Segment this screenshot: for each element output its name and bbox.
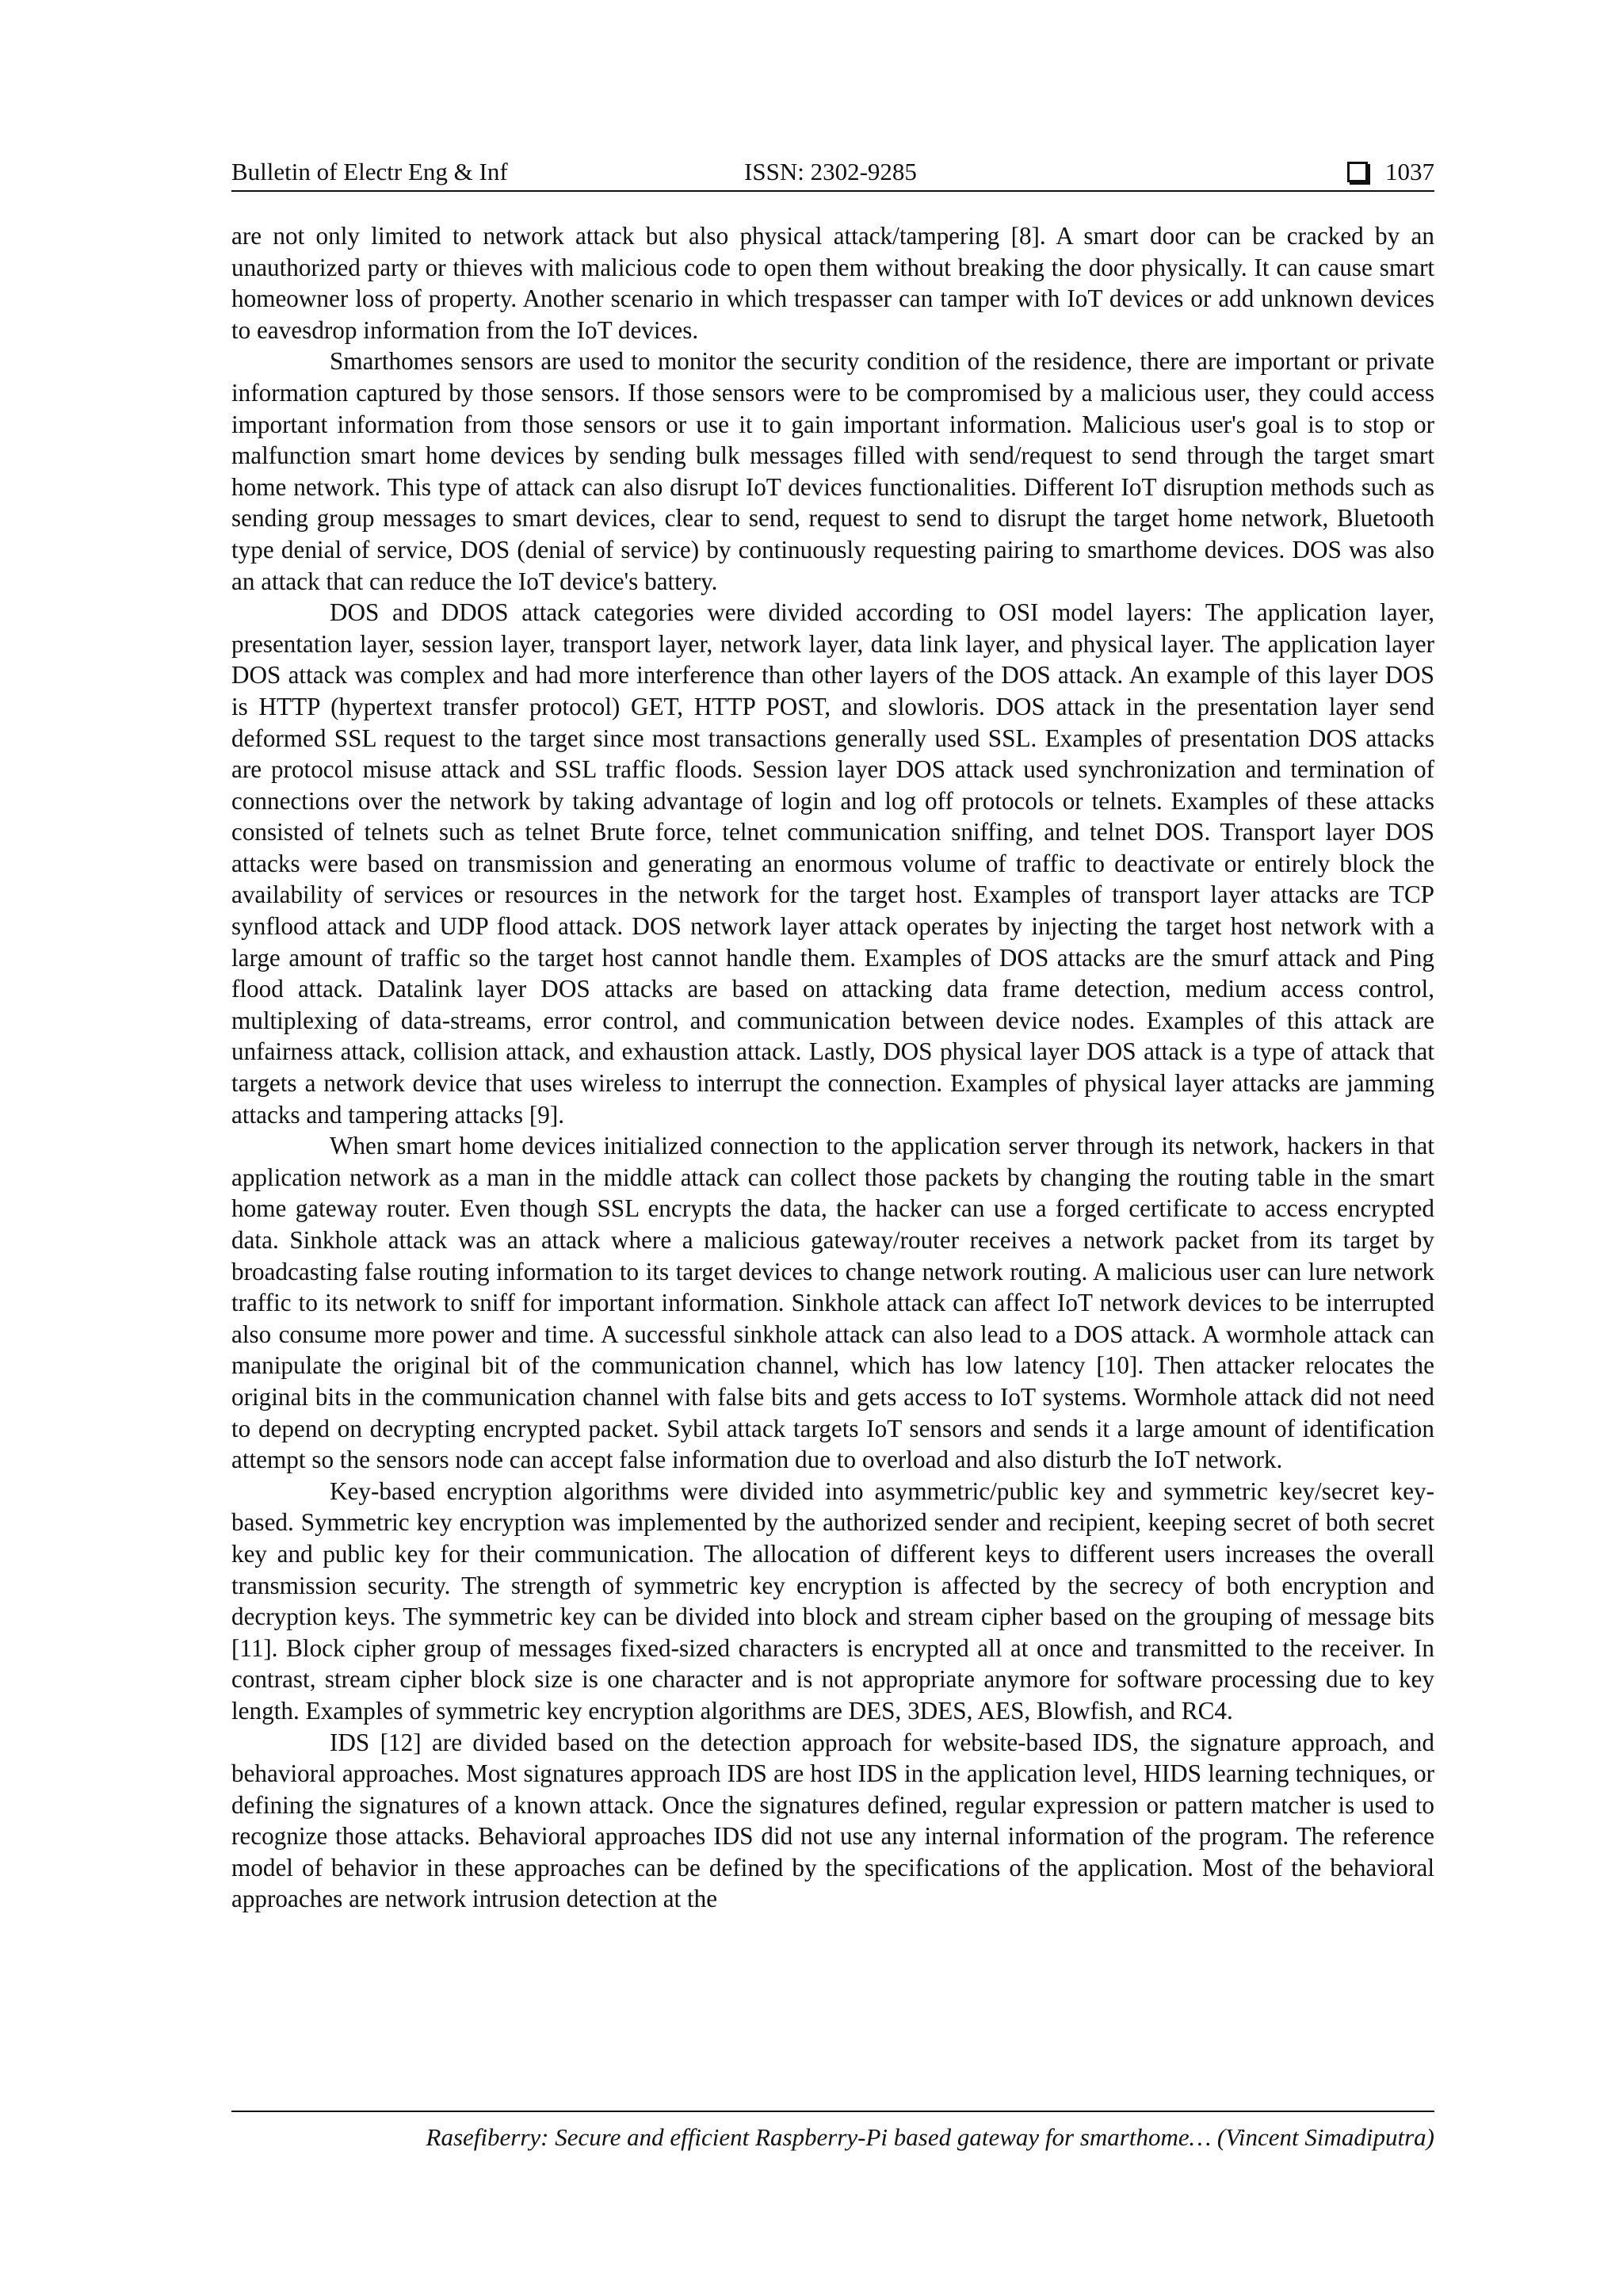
paragraph-5: Key-based encryption algorithms were divided into asymmetric/public key and symmetric key/secret key-based. Symmetric key encryption was implemented by the authorized sender and recipient, keeping secret of both secret key and public key for their communication. The allocation of different keys to different users increases the overall transmission security. The strength of symmetric key encryption is affected by the secrecy of both encryption and decryption keys. The symmetric key can be divided into block and stream cipher based on the grouping of message bits [11]. Block cipher group of messages fixed-sized characters is encrypted all at once and transmitted to the receiver. In contrast, stream cipher block size is one character and is not appropriate anymore for software processing due to key length. Examples of symmetric key encryption algorithms are DES, 3DES, AES, Blowfish, and RC4.	[231, 1477, 1434, 1725]
journal-name: Bulletin of Electr Eng & Inf	[231, 158, 508, 185]
issn-label: ISSN: 2302-9285	[744, 158, 917, 185]
square-bullet-icon	[1347, 162, 1368, 182]
paragraph-6: IDS [12] are divided based on the detection approach for website-based IDS, the signature approach, and behavioral approaches. Most signatures approach IDS are host IDS in the application level, HIDS learning techniques, or defining the signatures of a known attack. Once the signatures defined, regular expression or pattern matcher is used to recognize those attacks. Behavioral approaches IDS did not use any internal information of the program. The reference model of behavior in these approaches can be defined by the specifications of the application. Most of the behavioral approaches are network intrusion detection at the	[231, 1728, 1434, 1913]
page-number: 1037	[1385, 158, 1434, 185]
page-header	[231, 155, 1434, 189]
body-text	[231, 220, 1434, 1915]
running-footer: Rasefiberry: Secure and efficient Raspberry-Pi based gateway for smarthome… (Vincent Simadiputra)	[426, 2123, 1434, 2151]
paragraph-2: Smarthomes sensors are used to monitor the security condition of the residence, there are important or private information captured by those sensors. If those sensors were to be compromised by a malicious user, they could access important information from those sensors or use it to gain important information. Malicious user's goal is to stop or malfunction smart home devices by sending bulk messages filled with send/request to send through the target smart home network. This type of attack can also disrupt IoT devices functionalities. Different IoT disruption methods such as sending group messages to smart devices, clear to send, request to send to disrupt the target home network, Bluetooth type denial of service, DOS (denial of service) by continuously requesting pairing to smarthome devices. DOS was also an attack that can reduce the IoT device's battery.	[231, 347, 1434, 595]
paragraph-4: When smart home devices initialized connection to the application server through its network, hackers in that application network as a man in the middle attack can collect those packets by changing the routing table in the smart home gateway router. Even though SSL encrypts the data, the hacker can use a forged certificate to access encrypted data. Sinkhole attack was an attack where a malicious gateway/router receives a network packet from its target by broadcasting false routing information to its target devices to change network routing. A malicious user can lure network traffic to its network to sniff for important information. Sinkhole attack can affect IoT network devices to be interrupted also consume more power and time. A successful sinkhole attack can also lead to a DOS attack. A wormhole attack can manipulate the original bit of the communication channel, which has low latency [10]. Then attacker relocates the original bits in the communication channel with false bits and gets access to IoT systems. Wormhole attack did not need to depend on decrypting encrypted packet. Sybil attack targets IoT sensors and sends it a large amount of identification attempt so the sensors node can accept false information due to overload and also disturb the IoT network.	[231, 1132, 1434, 1474]
header-divider	[231, 190, 1434, 192]
paragraph-1: are not only limited to network attack but also physical attack/tampering [8]. A smart door can be cracked by an unauthorized party or thieves with malicious code to open them without breaking the door physically. It can cause smart homeowner loss of property. Another scenario in which trespasser can tamper with IoT devices or add unknown devices to eavesdrop information from the IoT devices.	[231, 222, 1434, 344]
paragraph-3: DOS and DDOS attack categories were divided according to OSI model layers: The application layer, presentation layer, session layer, transport layer, network layer, data link layer, and physical layer. The application layer DOS attack was complex and had more interference than other layers of the DOS attack. An example of this layer DOS is HTTP (hypertext transfer protocol) GET, HTTP POST, and slowloris. DOS attack in the presentation layer send deformed SSL request to the target since most transactions generally used SSL. Examples of presentation DOS attacks are protocol misuse attack and SSL traffic floods. Session layer DOS attack used synchronization and termination of connections over the network by taking advantage of login and log off protocols or telnets. Examples of these attacks consisted of telnets such as telnet Brute force, telnet communication sniffing, and telnet DOS. Transport layer DOS attacks were based on transmission and generating an enormous volume of traffic to deactivate or entirely block the availability of services or resources in the network for the target host. Examples of transport layer attacks are TCP synflood attack and UDP flood attack. DOS network layer attack operates by injecting the target host network with a large amount of traffic so the target host cannot handle them. Examples of DOS attacks are the smurf attack and Ping flood attack. Datalink layer DOS attacks are based on attacking data frame detection, medium access control, multiplexing of data-streams, error control, and communication between device nodes. Examples of this attack are unfairness attack, collision attack, and exhaustion attack. Lastly, DOS physical layer DOS attack is a type of attack that targets a network device that uses wireless to interrupt the connection. Examples of physical layer attacks are jamming attacks and tampering attacks [9].	[231, 598, 1434, 1129]
footer-divider	[231, 2111, 1434, 2112]
